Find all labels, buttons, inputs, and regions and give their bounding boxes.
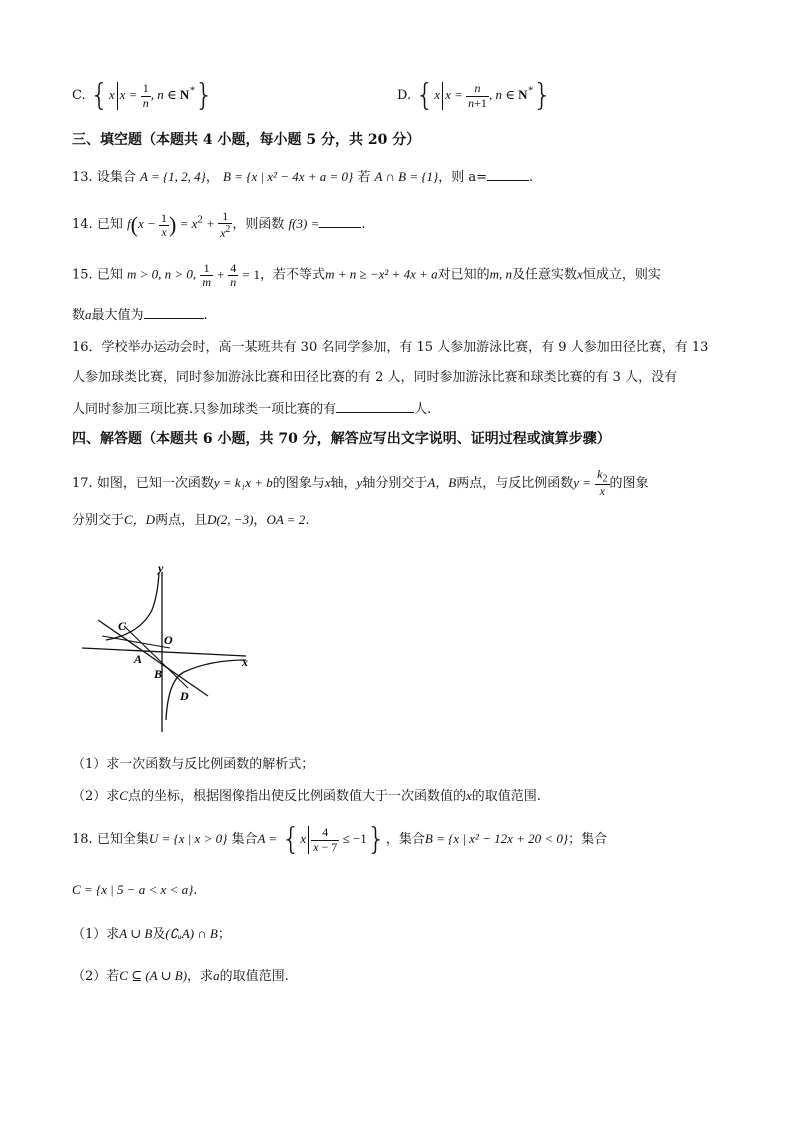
q17-y: y xyxy=(356,474,363,490)
question-15-line-2 xyxy=(72,306,208,324)
q15-tail3: 恒成立，则实 xyxy=(582,267,661,283)
q14-tail: ，则函数 xyxy=(232,217,285,233)
q16-line-2: 人参加球类比赛，同时参加游泳比赛和田径比赛的有 2 人，同时参加游泳比赛和球类比赛的有 3 人，没有 xyxy=(72,370,678,385)
q18-t3: ；集合 xyxy=(568,831,608,847)
q16-answer-blank[interactable] xyxy=(336,400,414,413)
q17-sub-2 xyxy=(72,788,541,805)
q18-sub2b: ，求 xyxy=(187,969,214,984)
q17-t4: 两点，与反比例函数 xyxy=(456,475,574,491)
q17-line2c: ， xyxy=(253,513,267,528)
q16-line-1: 16．学校举办运动会时，高一某班共有 30 名同学参加，有 15 人参加游泳比赛，有 9 人参加田径比赛，有 13 xyxy=(72,340,709,355)
q16-line3a: 人同时参加三项比赛.只参加球类一项比赛的有 xyxy=(72,402,337,417)
q18-sub1-union: A ∪ B xyxy=(119,926,153,941)
q14-answer-blank[interactable] xyxy=(319,215,361,228)
option-c xyxy=(72,78,214,114)
q17-inverse-function: y = xyxy=(573,474,592,490)
question-17: 17. 如图，已知一次函数y = k₁x + b的图象与x轴，y轴分别交于A，B两点，与反比例函数y = $\frac{k_2}{x}$ 的图象 xyxy=(72,467,649,499)
q15-condition: m > 0, n > 0, xyxy=(126,266,197,282)
q18-universal-set: U = {x | x > 0} xyxy=(148,830,228,846)
q18-t2: ，集合 xyxy=(385,831,425,847)
q15-tail: 对已知的 xyxy=(437,267,490,283)
q18-sub2a: （2）若 xyxy=(72,969,120,984)
q18-number: 18. xyxy=(72,831,93,847)
q15-tail2: 及任意实数 xyxy=(512,267,578,283)
q13-text: 设集合 xyxy=(96,170,136,185)
fig-b-label: B xyxy=(154,667,163,681)
q18-sub2-subset: C ⊆ (A ∪ B) xyxy=(119,968,188,983)
q15-end: . xyxy=(203,308,208,323)
question-15 xyxy=(72,262,661,289)
q14-number: 14. xyxy=(72,217,93,233)
q14-equation: f(x − $\frac{1}{x}$ ) = $x^2$ + $\frac{1}{x^2}$ xyxy=(126,209,231,241)
q15-answer-blank[interactable] xyxy=(144,306,204,319)
q18-text: 已知全集 xyxy=(96,831,149,847)
fig-d-label: D xyxy=(180,689,189,703)
q18-sub1-complement: (∁ᵤA) ∩ B xyxy=(165,926,218,941)
q17-sub2-x: x xyxy=(465,788,472,803)
q17-t2: 轴， xyxy=(330,475,357,491)
fig-y-label: y xyxy=(158,561,164,575)
q17-t3: 轴分别交于 xyxy=(362,475,428,491)
q17-sub2-c: C xyxy=(119,788,128,803)
q13-condition: A ∩ B = {1} xyxy=(374,169,439,184)
q13-answer-blank[interactable] xyxy=(487,168,529,181)
q16-line3b: 人. xyxy=(414,402,432,417)
q18-sub2-a: a xyxy=(213,968,220,983)
q17-oa: OA = 2 xyxy=(266,512,306,527)
q13-set-b: B = {x | x² − 4x + a = 0} xyxy=(223,169,354,184)
option-d-label: D. xyxy=(397,87,412,103)
q15-mid: ，若不等式 xyxy=(260,267,326,283)
q18-set-c: C = {x | 5 − a < x < a} xyxy=(72,882,194,897)
q13-set-a: A = {1, 2, 4} xyxy=(139,169,206,184)
fig-x-label: x xyxy=(242,655,248,669)
q18-set-a-body: {x $\frac{4}{x - 7}$ ≤ −1} xyxy=(281,822,386,857)
q15-vars: m, n xyxy=(489,266,513,282)
q17-text: 如图，已知一次函数 xyxy=(96,475,214,491)
q18-sub2c: 的取值范围. xyxy=(219,969,289,984)
q14-ask: f(3) = xyxy=(288,216,320,232)
q13-ask: ，则 a= xyxy=(438,170,488,185)
q17-line2a: 分别交于 xyxy=(72,513,125,528)
q18-sub-1 xyxy=(72,926,231,943)
question-18 xyxy=(72,822,607,858)
q15-var-a: a xyxy=(85,307,92,322)
q17-number: 17. xyxy=(72,475,93,491)
section-3-heading: 三、填空题（本题共 4 小题，每小题 5 分，共 20 分） xyxy=(72,132,421,148)
q17-sub2a: （2）求 xyxy=(72,789,120,804)
q16-line-3 xyxy=(72,400,431,418)
q17-sub2b: 点的坐标，根据图像指出使反比例函数值大于一次函数值的 xyxy=(127,789,466,804)
q17-point-d: D(2, −3) xyxy=(207,512,254,527)
q17-t5: 的图象 xyxy=(609,475,649,491)
q13-end: . xyxy=(529,170,534,185)
q17-points-ab: A，B xyxy=(427,474,457,490)
q13-number: 13. xyxy=(72,170,93,185)
option-c-label: C. xyxy=(72,87,86,103)
q17-points-cd: C，D xyxy=(124,512,156,527)
q17-line2d: . xyxy=(305,513,310,528)
q14-text: 已知 xyxy=(96,217,123,233)
q18-sub1c: ； xyxy=(217,927,231,942)
q13-if: 若 xyxy=(357,170,371,185)
q17-t1: 的图象与 xyxy=(272,475,325,491)
q17-figure xyxy=(80,560,260,740)
q15-inequality: m + n ≥ −x² + 4x + a xyxy=(325,266,438,282)
q18-set-b: B = {x | x² − 12x + 20 < 0} xyxy=(424,830,569,846)
q18-sub-2 xyxy=(72,968,289,985)
q17-x: x xyxy=(324,474,331,490)
option-d xyxy=(397,78,552,114)
q17-sub2d: 的取值范围. xyxy=(471,789,541,804)
q15-number: 15. xyxy=(72,267,93,283)
q17-line2b: 两点，且 xyxy=(155,513,208,528)
linear-function-line xyxy=(98,620,208,696)
hyperbola-branch-upper-left xyxy=(106,572,159,640)
q15-fraction-eq: $\frac{1}{m}$ + $\frac{4}{n}$ = 1 xyxy=(202,261,261,290)
q15-line2b: 最大值为 xyxy=(91,308,144,323)
section-4-heading: 四、解答题（本题共 6 小题，共 70 分，解答应写出文字说明、证明过程或演算步骤） xyxy=(72,431,611,447)
option-c-set: {x x = $\frac{1}{n}$ , n ∈ N*} xyxy=(89,78,214,113)
q17-sub-1: （1）求一次函数与反比例函数的解析式； xyxy=(72,757,315,772)
q15-text: 已知 xyxy=(96,267,123,283)
q18-set-a-prefix: A = xyxy=(257,830,278,846)
fig-a-label: A xyxy=(134,652,143,666)
option-d-set: {x x = $\frac{n}{n+1}$ , n ∈ N*} xyxy=(415,78,552,113)
q17-linear-function: y = k₁x + b xyxy=(213,474,273,490)
q15-var-x: x xyxy=(577,266,583,282)
question-17-line-2 xyxy=(72,512,309,529)
q18-t1: 集合 xyxy=(231,831,258,847)
q18-sub1a: （1）求 xyxy=(72,927,120,942)
hyperbola-branch-lower-right xyxy=(166,660,246,720)
question-14 xyxy=(72,210,365,240)
q18-sub1b: 及 xyxy=(152,927,166,942)
x-axis xyxy=(82,648,246,656)
q18-set-c-line xyxy=(72,882,197,899)
q15-line2a: 数 xyxy=(72,308,86,323)
question-13 xyxy=(72,168,533,186)
q18-c-end: . xyxy=(193,883,198,898)
q14-end: . xyxy=(361,217,366,233)
q13-comma: ， xyxy=(205,170,219,185)
fig-o-label: O xyxy=(164,633,173,647)
fig-c-label: C xyxy=(118,619,127,633)
